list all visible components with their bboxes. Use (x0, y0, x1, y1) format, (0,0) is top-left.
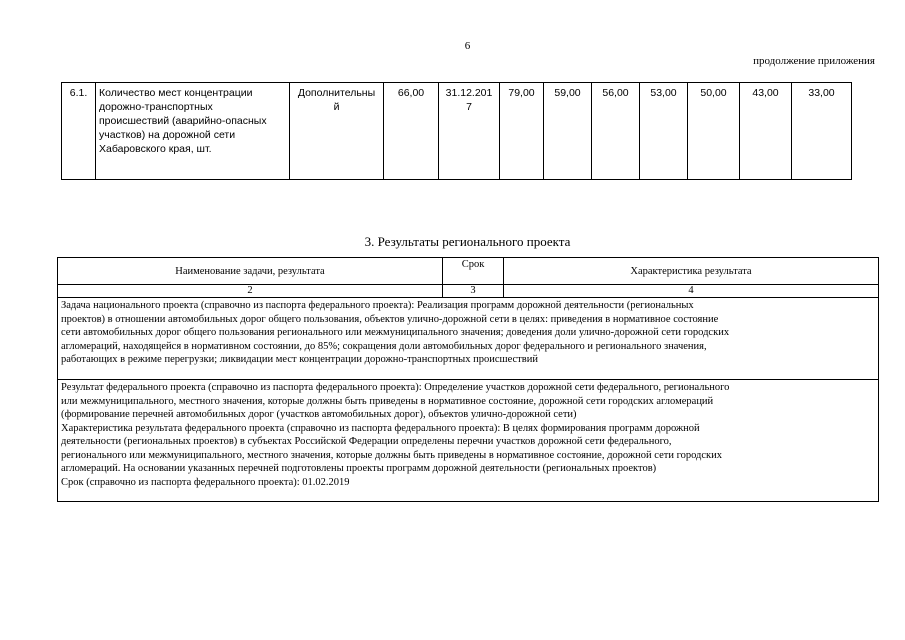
indicator-value: 33,00 (792, 83, 852, 180)
result-description (58, 380, 879, 502)
indicator-base-date-line: 31.12.201 (445, 87, 493, 99)
result-line: Срок (справочно из паспорта федерального проекта): 01.02.2019 (61, 476, 350, 488)
task-line: сети автомобильных дорог общего пользования регионального или межмуниципального значения; доведения доли улично-дорожной сети городских (61, 327, 730, 338)
indicator-value: 53,00 (640, 83, 688, 180)
header-task: Наименование задачи, результата (58, 258, 443, 285)
indicator-name-line: участков) на дорожной сети (99, 129, 236, 141)
continuation-note: продолжение приложения (753, 55, 875, 67)
indicator-value: 43,00 (740, 83, 792, 180)
indicator-number: 6.1. (62, 83, 96, 180)
indicator-name (96, 83, 290, 180)
indicator-name-line: Количество мест концентрации (99, 87, 253, 99)
result-line: или межмуниципального, местного значения, которые должны быть приведены в нормативное состояние, дорожной сети городских агломераций (61, 395, 714, 407)
result-line: деятельности (региональных проектов) в субъектах Российской Федерации определены перечни участков дорожной сети федерального, (61, 436, 672, 447)
indicator-base-date (439, 83, 500, 180)
indicator-row (62, 83, 852, 180)
page-number: 6 (464, 40, 471, 52)
result-line: агломераций. На основании указанных перечней подготовлены проекты программ дорожной деятельности (региональных проектов) (61, 463, 657, 474)
task-line: Задача национального проекта (справочно из паспорта федерального проекта): Реализация программ дорожной деятельности (региональных (61, 300, 694, 311)
result-line: Результат федерального проекта (справочно из паспорта федерального проекта): Определение участков дорожной сети федерального, регионального (61, 382, 730, 393)
task-line: проектов) в отношении автомобильных дорог общего пользования, объектов улично-дорожной сети в целях: приведения в нормативное состояние (61, 313, 719, 325)
indicator-value: 79,00 (500, 83, 544, 180)
result-row (58, 380, 879, 502)
indicator-base-value: 66,00 (384, 83, 439, 180)
indicator-type-line: й (333, 101, 340, 113)
task-line: работающих в режиме перегрузки; ликвидации мест концентрации дорожно-транспортных происшествий (61, 354, 538, 365)
column-number: 2 (58, 285, 443, 298)
result-line: (формирование перечней автомобильных дорог (участков автомобильных дорог), объектов улично-дорожной сети) (61, 409, 577, 420)
results-header-row (58, 258, 879, 285)
indicator-base-date-line: 7 (466, 101, 472, 113)
column-number: 4 (504, 285, 879, 298)
result-line: регионального или межмуниципального, местного значения, которые должны быть приведены в нормативное состояние, дорожной сети городских (61, 449, 723, 461)
indicator-name-line: дорожно-транспортных (99, 101, 213, 113)
indicator-value: 50,00 (688, 83, 740, 180)
header-characteristic: Характеристика результата (504, 258, 879, 285)
indicator-name-line: Хабаровского края, шт. (99, 143, 212, 155)
task-row (58, 298, 879, 380)
result-line: Характеристика результата федерального проекта (справочно из паспорта федерального проекта): В целях формирования программ дорожной (61, 422, 700, 434)
indicator-table (61, 82, 852, 180)
indicator-value: 59,00 (544, 83, 592, 180)
header-term: Срок (443, 258, 504, 285)
results-table (57, 257, 879, 502)
indicator-type-line: Дополнительны (297, 87, 376, 99)
indicator-type (290, 83, 384, 180)
section-title: 3. Результаты регионального проекта (364, 234, 571, 249)
task-description (58, 298, 879, 380)
indicator-value: 56,00 (592, 83, 640, 180)
column-numbers-row (58, 285, 879, 298)
indicator-name-line: происшествий (аварийно-опасных (99, 115, 267, 127)
column-number: 3 (443, 285, 504, 298)
task-line: агломераций, находящейся в нормативном состоянии, до 85%; сокращения доли автомобильных дорог федерального и регионального значения, (61, 340, 707, 352)
